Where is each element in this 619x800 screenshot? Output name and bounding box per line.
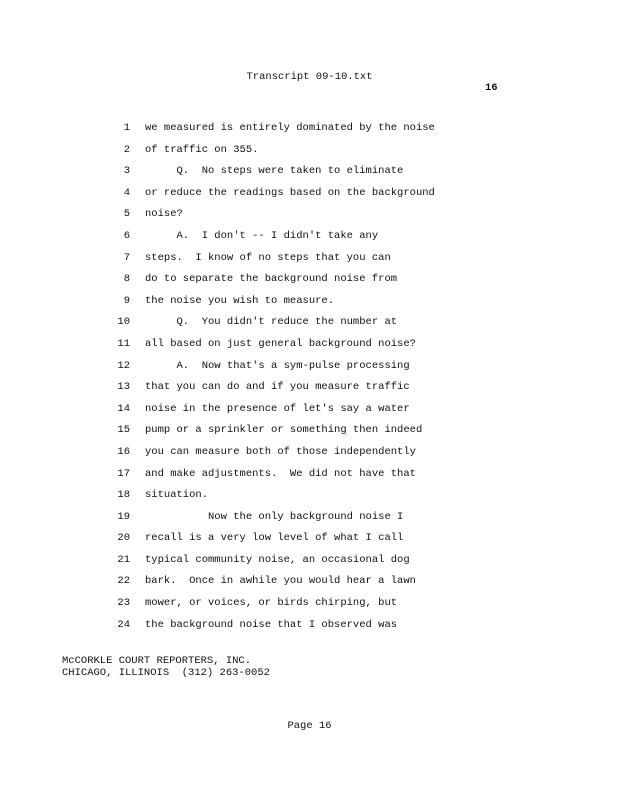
line-text: A. I don't -- I didn't take any xyxy=(145,229,379,242)
transcript-line xyxy=(0,144,619,166)
transcript-line xyxy=(0,511,619,533)
line-number: 15 xyxy=(117,424,130,437)
transcript-line xyxy=(0,468,619,490)
transcript-line xyxy=(0,360,619,382)
line-text: noise in the presence of let's say a water xyxy=(145,402,410,415)
line-text: the background noise that I observed was xyxy=(145,618,398,631)
line-number: 22 xyxy=(117,575,130,588)
line-text: of traffic on 355. xyxy=(145,143,259,156)
line-number: 20 xyxy=(117,532,130,545)
line-number: 17 xyxy=(117,467,130,480)
line-number: 12 xyxy=(117,359,130,372)
line-number: 14 xyxy=(117,402,130,415)
line-text: Now the only background noise I xyxy=(145,510,404,523)
transcript-line xyxy=(0,446,619,468)
transcript-line xyxy=(0,597,619,619)
line-text: steps. I know of no steps that you can xyxy=(145,251,391,264)
line-text: mower, or voices, or birds chirping, but xyxy=(145,597,398,610)
line-number: 23 xyxy=(117,597,130,610)
line-number: 4 xyxy=(123,186,130,199)
line-number: 10 xyxy=(117,316,130,329)
line-number: 9 xyxy=(123,294,130,307)
transcript-line xyxy=(0,295,619,317)
transcript-lines xyxy=(0,122,619,640)
line-number: 3 xyxy=(123,165,130,178)
transcript-line xyxy=(0,403,619,425)
line-text: Q. You didn't reduce the number at xyxy=(145,316,398,329)
transcript-line xyxy=(0,252,619,274)
line-number: 11 xyxy=(117,337,130,350)
line-number: 5 xyxy=(123,208,130,221)
line-text: do to separate the background noise from xyxy=(145,273,398,286)
transcript-line xyxy=(0,489,619,511)
line-number: 24 xyxy=(117,618,130,631)
line-text: recall is a very low level of what I call xyxy=(145,532,404,545)
line-number: 6 xyxy=(123,229,130,242)
transcript-line xyxy=(0,316,619,338)
transcript-line xyxy=(0,230,619,252)
line-number: 18 xyxy=(117,489,130,502)
line-text: pump or a sprinkler or something then indeed xyxy=(145,424,423,437)
line-text: all based on just general background noise? xyxy=(145,337,416,350)
line-number: 1 xyxy=(123,122,130,134)
transcript-line xyxy=(0,208,619,230)
line-number: 7 xyxy=(123,251,130,264)
transcript-line xyxy=(0,575,619,597)
line-text: typical community noise, an occasional dog xyxy=(145,553,410,566)
page-label: Page 16 xyxy=(287,720,332,732)
line-text: situation. xyxy=(145,489,209,502)
page-number-top: 16 xyxy=(485,82,498,94)
transcript-line xyxy=(0,338,619,360)
transcript-line xyxy=(0,165,619,187)
line-number: 21 xyxy=(117,553,130,566)
transcript-line xyxy=(0,122,619,144)
line-text: A. Now that's a sym-pulse processing xyxy=(145,359,410,372)
line-text: that you can do and if you measure traffic xyxy=(145,381,410,394)
line-text: noise? xyxy=(145,208,183,221)
transcript-line xyxy=(0,532,619,554)
line-number: 13 xyxy=(117,381,130,394)
transcript-line xyxy=(0,187,619,209)
line-text: we measured is entirely dominated by the noise xyxy=(145,122,435,134)
document-title: Transcript 09-10.txt xyxy=(246,71,373,83)
line-text: the noise you wish to measure. xyxy=(145,294,335,307)
court-reporter-footer xyxy=(62,655,270,679)
line-text: Q. No steps were taken to eliminate xyxy=(145,165,404,178)
line-number: 8 xyxy=(123,273,130,286)
line-text: or reduce the readings based on the background xyxy=(145,186,435,199)
line-number: 2 xyxy=(123,143,130,156)
line-number: 16 xyxy=(117,445,130,458)
line-text: bark. Once in awhile you would hear a lawn xyxy=(145,575,416,588)
transcript-line xyxy=(0,381,619,403)
line-text: you can measure both of those independently xyxy=(145,445,416,458)
footer-location: CHICAGO, ILLINOIS (312) 263-0052 xyxy=(62,667,270,679)
transcript-line xyxy=(0,424,619,446)
line-number: 19 xyxy=(117,510,130,523)
transcript-line xyxy=(0,619,619,641)
transcript-line xyxy=(0,554,619,576)
transcript-line xyxy=(0,273,619,295)
line-text: and make adjustments. We did not have that xyxy=(145,467,416,480)
footer-company: McCORKLE COURT REPORTERS, INC. xyxy=(62,655,252,667)
